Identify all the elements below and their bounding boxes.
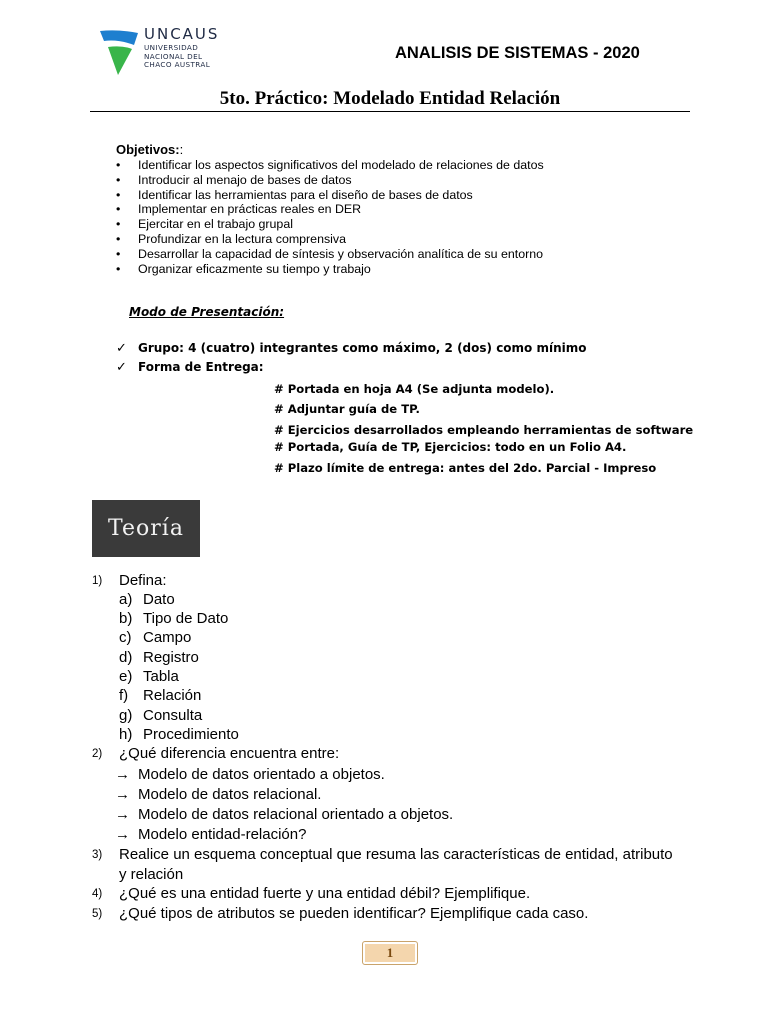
- question-text-continued: y relación: [119, 866, 184, 883]
- section-label-teoria: Teoría: [92, 500, 200, 557]
- question-number: 3): [92, 849, 103, 861]
- objectives-label: Objetivos::: [116, 142, 184, 157]
- arrow-right-icon: →: [115, 766, 130, 783]
- delivery-item: # Ejercicios desarrollados empleando herramientas de software: [274, 423, 694, 437]
- arrow-item: → Modelo entidad-relación?: [115, 826, 307, 843]
- presentation-heading: Modo de Presentación:: [129, 305, 285, 319]
- uncaus-logo-icon: [98, 27, 142, 77]
- objective-item: • Identificar los aspectos significativos del modelado de relaciones de datos: [116, 158, 544, 172]
- delivery-item: # Portada en hoja A4 (Se adjunta modelo).: [274, 382, 555, 396]
- university-logo: [98, 27, 228, 77]
- page-number: 1: [362, 941, 418, 965]
- sub-item: b) Tipo de Dato: [119, 610, 229, 627]
- bullet-icon: •: [116, 187, 121, 202]
- title-divider: [90, 111, 690, 112]
- arrow-item: → Modelo de datos orientado a objetos.: [115, 766, 385, 783]
- objective-item: • Introducir al menajo de bases de datos: [116, 172, 352, 187]
- course-title: ANALISIS DE SISTEMAS - 2020: [395, 44, 640, 62]
- objectives-list: [116, 158, 544, 276]
- bullet-icon: •: [116, 202, 121, 217]
- delivery-item: # Plazo límite de entrega: antes del 2do. Parcial - Impreso: [274, 461, 657, 475]
- bullet-icon: •: [116, 217, 121, 232]
- sub-item: e) Tabla: [119, 668, 179, 685]
- bullet-icon: •: [116, 231, 121, 246]
- document-title: 5to. Práctico: Modelado Entidad Relación: [219, 88, 561, 109]
- delivery-label: Forma de Entrega:: [138, 360, 264, 374]
- sub-item: g) Consulta: [119, 707, 203, 724]
- bullet-icon: •: [116, 172, 121, 187]
- delivery-requirement: [116, 360, 264, 375]
- arrow-item: → Modelo de datos relacional.: [115, 786, 322, 803]
- question-text: ¿Qué es una entidad fuerte y una entidad débil? Ejemplifique.: [119, 885, 531, 902]
- question-number: 4): [92, 888, 103, 900]
- sub-item: c) Campo: [119, 629, 192, 646]
- bullet-icon: •: [116, 261, 121, 276]
- objective-item: • Ejercitar en el trabajo grupal: [116, 217, 293, 232]
- arrow-right-icon: →: [115, 806, 130, 823]
- objective-item: • Implementar en prácticas reales en DER: [116, 202, 362, 217]
- question-number: 1): [92, 575, 103, 587]
- question-text: ¿Qué diferencia encuentra entre:: [119, 745, 340, 762]
- sub-item: a) Dato: [119, 591, 175, 608]
- check-icon: ✓: [116, 341, 127, 356]
- objective-item: • Identificar las herramientas para el diseño de bases de datos: [116, 187, 473, 202]
- arrow-right-icon: →: [115, 826, 130, 843]
- sub-item: h) Procedimiento: [119, 726, 239, 743]
- check-icon: ✓: [116, 360, 127, 375]
- question-text: ¿Qué tipos de atributos se pueden identificar? Ejemplifique cada caso.: [119, 905, 589, 922]
- bullet-icon: •: [116, 158, 121, 172]
- group-requirement: [116, 341, 587, 356]
- question-number: 2): [92, 748, 103, 760]
- logo-subtitle: UNIVERSIDAD NACIONAL DEL CHACO AUSTRAL: [144, 43, 211, 70]
- delivery-item: # Adjuntar guía de TP.: [274, 402, 420, 416]
- objective-item: • Organizar eficazmente su tiempo y trabajo: [116, 261, 371, 276]
- bullet-icon: •: [116, 246, 121, 261]
- question-text: Defina:: [119, 572, 167, 589]
- arrow-item: → Modelo de datos relacional orientado a objetos.: [115, 806, 454, 823]
- delivery-item: # Portada, Guía de TP, Ejercicios: todo en un Folio A4.: [274, 440, 627, 454]
- objective-item: • Desarrollar la capacidad de síntesis y observación analítica de su entorno: [116, 246, 543, 261]
- objective-item: • Profundizar en la lectura comprensiva: [116, 231, 346, 246]
- sub-item: d) Registro: [119, 649, 199, 666]
- question-number: 5): [92, 908, 103, 920]
- arrow-right-icon: →: [115, 786, 130, 803]
- logo-name: UNCAUS: [144, 25, 220, 43]
- sub-item: f) Relación: [119, 687, 202, 704]
- group-text: Grupo: 4 (cuatro) integrantes como máximo, 2 (dos) como mínimo: [138, 341, 587, 355]
- question-text: Realice un esquema conceptual que resuma las características de entidad, atributo: [119, 846, 673, 863]
